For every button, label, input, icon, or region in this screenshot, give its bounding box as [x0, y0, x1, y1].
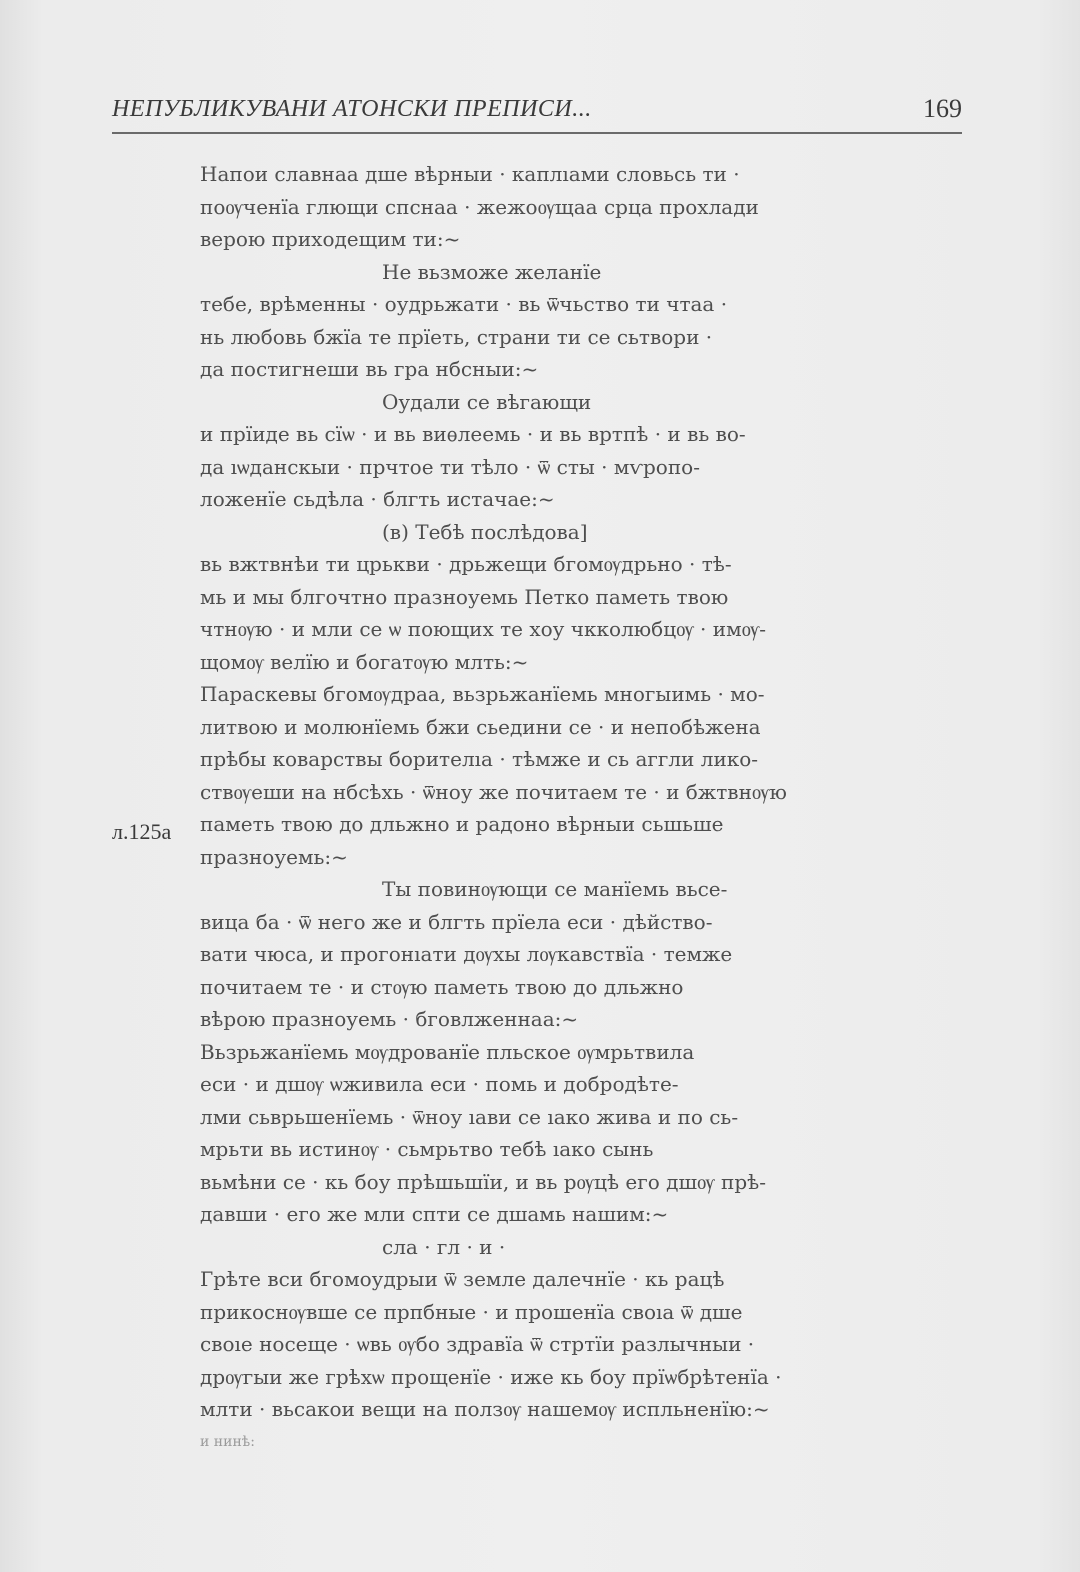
- folio-marginal-note: л.125а: [112, 819, 172, 844]
- text-line: млти · вьсакои вещи на ползѹ нашемѹ испльненїю:~: [200, 1397, 770, 1421]
- text-line: да ıѡданскыи · прчтое ти тѣло · ѿ сты · мѵропо-: [200, 454, 700, 479]
- manuscript-text-block: [200, 158, 820, 1458]
- text-line: щомѹ велїю и богатѹю млть:~: [200, 649, 529, 674]
- text-line: прикоснѹвше се прпбные · и прошенїа своıа ѿ дше: [200, 1299, 743, 1324]
- text-line: поѹченїа глющи спснаа · жежоѹщаа срца прохлади: [200, 194, 759, 219]
- section-incipit: сла · гл · и ·: [382, 1234, 506, 1259]
- text-line: литвою и молюнїемь бжи сьедини се · и непобѣжена: [200, 714, 761, 739]
- section-incipit: Оудали се вѣгающи: [382, 389, 592, 414]
- text-line: ствѹеши на нбсѣхь · ѿноу же почитаем те · и бжтвнѹю: [200, 779, 787, 804]
- text-line: мь и мы блгочтно празноуемь Петко паметь твою: [200, 584, 729, 609]
- section-incipit: Не вьзможе желанїе: [382, 259, 602, 284]
- text-line: вѣрою празноуемь · бговлженнаа:~: [200, 1007, 579, 1031]
- running-title: НЕПУБЛИКУВАНИ АТОНСКИ ПРЕПИСИ...: [112, 96, 592, 122]
- text-line: еси · и дшѹ ѡживила еси · помь и добродѣте-: [200, 1072, 679, 1096]
- text-line: нь любовь бжїа те прїеть, страни ти се сьтвори ·: [200, 324, 713, 349]
- section-incipit: (в) Тебѣ послѣдова]: [382, 519, 588, 544]
- text-line: Грѣте вси бгомоудрыи ѿ земле далечнїе · кь рацѣ: [200, 1267, 725, 1291]
- text-line: Напои славнаа дше вѣрныи · каплıами словьсь ти ·: [200, 162, 740, 186]
- text-line: тебе, врѣменны · оудрьжати · вь ѿчьство ти чтаа ·: [200, 292, 728, 316]
- text-line: ложенїе сьдѣла · блгть истачае:~: [200, 487, 555, 511]
- text-line: паметь твою до дльжно и радоно вѣрныи сьшьше: [200, 812, 724, 836]
- text-line: вьмѣни се · кь боу прѣшьшїи, и вь рѹцѣ его дшѹ прѣ-: [200, 1169, 766, 1194]
- text-line: Параскевы бгомѹдраа, вьзрьжанїемь многыимь · мо-: [200, 682, 765, 706]
- text-line: да постигнеши вь гра нбсныи:~: [200, 357, 539, 381]
- text-line: вица ба · ѿ него же и блгть прїела еси · дѣйство-: [200, 909, 713, 934]
- text-line: почитаем те · и стѹю паметь твою до дльжно: [200, 974, 684, 999]
- text-line: Вьзрьжанїемь мѹдрованїе пльское ѹмрьтвила: [200, 1039, 695, 1064]
- text-line: давши · его же мли спти се дшамь нашим:~: [200, 1202, 669, 1226]
- text-line: своıе носеще · ѡвь ѹбо здравїа ѿ стртїи разлычныи ·: [200, 1332, 755, 1356]
- section-incipit: Ты повинѹющи се манїемь вьсе-: [382, 877, 728, 901]
- text-line: вати чюса, и прогонıати дѹхы лѹкавствїа · темже: [200, 942, 733, 966]
- text-line: лми сьврьшенїемь · ѿноу ıави се ıако жива и по сь-: [200, 1104, 739, 1129]
- text-line: мрьти вь истинѹ · сьмрьтво тебѣ ıако сынь: [200, 1137, 654, 1161]
- text-line: и прїиде вь сїѡ · и вь виѳлеемь · и вь вртпѣ · и вь во-: [200, 422, 746, 446]
- text-line: вь вжтвнѣи ти црькви · дрьжещи бгомѹдрьно · тѣ-: [200, 552, 732, 576]
- text-line: дрѹгыи же грѣхѡ прощенїе · иже кь боу прїѡбрѣтенїа ·: [200, 1364, 782, 1389]
- running-header: [112, 92, 962, 134]
- text-line: прѣбы коварствы борителıа · тѣмже и сь аггли лико-: [200, 747, 759, 771]
- page-number: 169: [923, 94, 962, 123]
- text-line: празноуемь:~: [200, 844, 348, 869]
- text-line: верою приходещим ти:~: [200, 227, 461, 251]
- text-line: чтнѹю · и мли се ѡ поющиx те хоу чкколюбцѹ · имѹ-: [200, 617, 766, 641]
- text-line: и нинѣ:: [200, 1433, 255, 1450]
